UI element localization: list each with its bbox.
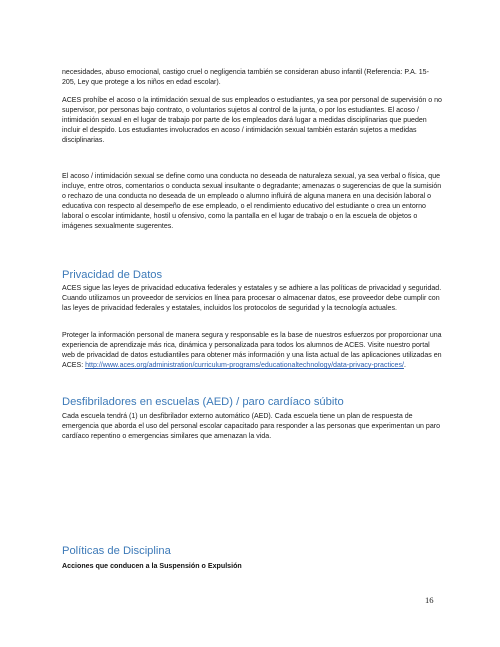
paragraph-data-privacy-portal bbox=[62, 331, 442, 371]
paragraph-sexual-harassment-policy bbox=[62, 96, 442, 146]
page-number: 16 bbox=[425, 595, 434, 605]
subheading-suspension-expulsion: Acciones que conducen a la Suspensión o Expulsión bbox=[62, 562, 242, 570]
paragraph-text: necesidades, abuso emocional, castigo cruel o negligencia también se consideran abuso infantil (Referencia: P.A. 15-205, Ley que protege a los niños en edad escolar). bbox=[62, 69, 429, 87]
paragraph-sexual-harassment-definition bbox=[62, 172, 442, 233]
paragraph-data-privacy-laws bbox=[62, 284, 442, 314]
paragraph-body: Proteger la información personal de manera segura y responsable es la base de nuestros esfuerzos por proporcionar una experiencia de aprendizaje más rica, dinámica y personalizada para todos los alumnos de ACES. Visite nuestro portal web de privacidad de datos estudiantiles para obtener más información y una lista actual de las aplicaciones utilizadas en ACES: bbox=[62, 332, 442, 370]
heading-discipline-policies: Políticas de Disciplina bbox=[62, 545, 171, 557]
heading-aed: Desfibriladores en escuelas (AED) / paro cardíaco súbito bbox=[62, 396, 344, 408]
paragraph-text: ACES sigue las leyes de privacidad educativa federales y estatales y se adhiere a las políticas de privacidad y seguridad. Cuando utilizamos un proveedor de servicios en línea para procesar o almacenar datos, ese proveedor debe cumplir con las leyes de privacidad federales y estatales, incluidos los protocolos de seguridad y la tecnología actuales. bbox=[62, 285, 442, 313]
paragraph-abuse-continuation bbox=[62, 68, 442, 88]
paragraph-text: ACES prohíbe el acoso o la intimidación sexual de sus empleados o estudiantes, ya sea por personal de supervisión o no supervisor, por personas bajo contrato, o voluntarios sujetos al control de la junta, o por los estudiantes. El acoso / intimidación sexual en el lugar de trabajo por parte de los empleados dará lugar a medidas disciplinarias que pueden incluir el despido. Los estudiantes involucrados en acoso / intimidación sexual también estarán sujetos a medidas disciplinarias. bbox=[62, 97, 442, 145]
link-trailing-period: . bbox=[403, 362, 406, 370]
paragraph-text: El acoso / intimidación sexual se define como una conducta no deseada de naturaleza sexual, ya sea verbal o física, que incluye, entre otros, comentarios o conducta sexual insultante o degradante; amenazas o sugerencias de que la sumisión o rechazo de una conducta no deseada de un empleado o alumno influirá de alguna manera en una decisión laboral o educativa con respecto al desempeño de ese empleado, o el rendimiento educativo del estudiante o crea un entorno laboral o escolar intimidante, hostil u ofensivo, como la pantalla en el lugar de trabajo o en la escuela de objetos o imágenes sexualmente sugerentes. bbox=[62, 173, 442, 231]
paragraph-text bbox=[62, 331, 442, 371]
heading-data-privacy: Privacidad de Datos bbox=[62, 269, 163, 281]
data-privacy-link[interactable]: http://www.aces.org/administration/curriculum-programs/educationaltechnology/data-privacy-practices/ bbox=[85, 362, 404, 370]
paragraph-text: Cada escuela tendrá (1) un desfibrilador externo automático (AED). Cada escuela tiene un plan de respuesta de emergencia que aborda el uso del personal escolar capacitado para responder a las personas que experimentan un paro cardíaco repentino o emergencias similares que amenazan la vida. bbox=[62, 413, 441, 441]
paragraph-aed bbox=[62, 412, 442, 442]
